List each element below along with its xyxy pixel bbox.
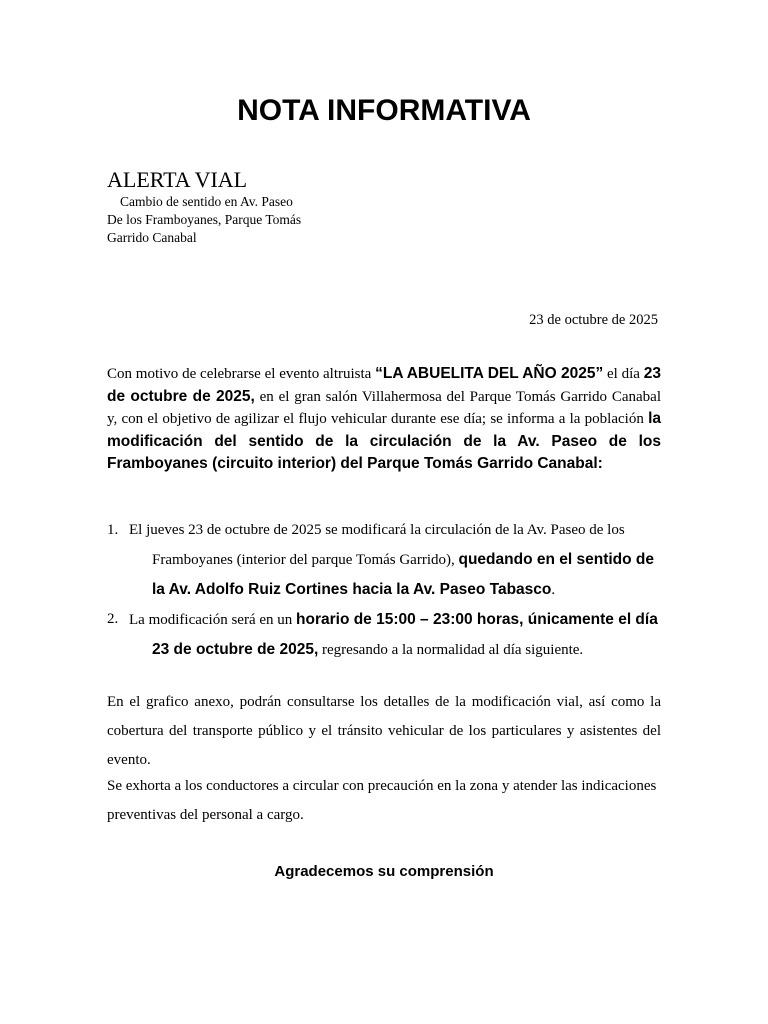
list-text: . — [551, 582, 556, 598]
list-item — [107, 605, 661, 665]
subheading-line: De los Framboyanes, Parque Tomás — [107, 212, 302, 227]
section-heading: ALERTA VIAL — [107, 167, 248, 192]
list-text: regresando a la normalidad al día siguiente. — [318, 642, 584, 658]
list-number: 2. — [107, 611, 119, 627]
intro-text: en el gran salón Villahermosa del Parque Tomás Garrido Canabal y, con el objetivo de agilizar el flujo vehicular durante ese día; se informa a la población — [107, 388, 661, 427]
intro-event-name: “LA ABUELITA DEL AÑO 2025” — [375, 365, 604, 382]
numbered-list — [107, 516, 661, 665]
list-number: 1. — [107, 522, 119, 538]
list-text: El jueves 23 de octubre de 2025 se modificará la circulación de la Av. Paseo de los Framboyanes (interior del parque Tomás Garrido), — [129, 522, 625, 568]
list-bold-text: quedando en el sentido de la Av. Adolfo Ruiz Cortines hacia la Av. Paseo Tabasco — [152, 551, 654, 598]
intro-text: el día — [603, 366, 644, 382]
intro-event-date: 23 de octubre de 2025, — [107, 365, 662, 405]
details-paragraph: En el grafico anexo, podrán consultarse los detalles de la modificación vial, así como la cobertura del transporte público y el tránsito vehicular de los particulares y asistentes del evento. — [107, 694, 661, 768]
document-date: 23 de octubre de 2025 — [529, 312, 658, 328]
document-title: NOTA INFORMATIVA — [237, 94, 531, 127]
subheading-line: Cambio de sentido en Av. Paseo — [120, 194, 293, 209]
list-item — [107, 516, 661, 605]
list-text: La modificación será en un — [129, 612, 297, 628]
caution-paragraph: Se exhorta a los conductores a circular con precaución en la zona y atender las indicaciones preventivas del personal a cargo. — [107, 778, 657, 823]
intro-paragraph — [107, 363, 661, 476]
closing-line: Agradecemos su comprensión — [274, 863, 494, 880]
intro-text: Con motivo de celebrarse el evento altruista — [107, 366, 376, 382]
subheading-line: Garrido Canabal — [107, 230, 197, 245]
subheading — [107, 193, 347, 247]
list-bold-text: horario de 15:00 – 23:00 horas, únicamente el día 23 de octubre de 2025, — [152, 611, 658, 658]
intro-highlight: la modificación del sentido de la circulación de la Av. Paseo de los Framboyanes (circuito interior) del Parque Tomás Garrido Canabal: — [107, 410, 661, 472]
